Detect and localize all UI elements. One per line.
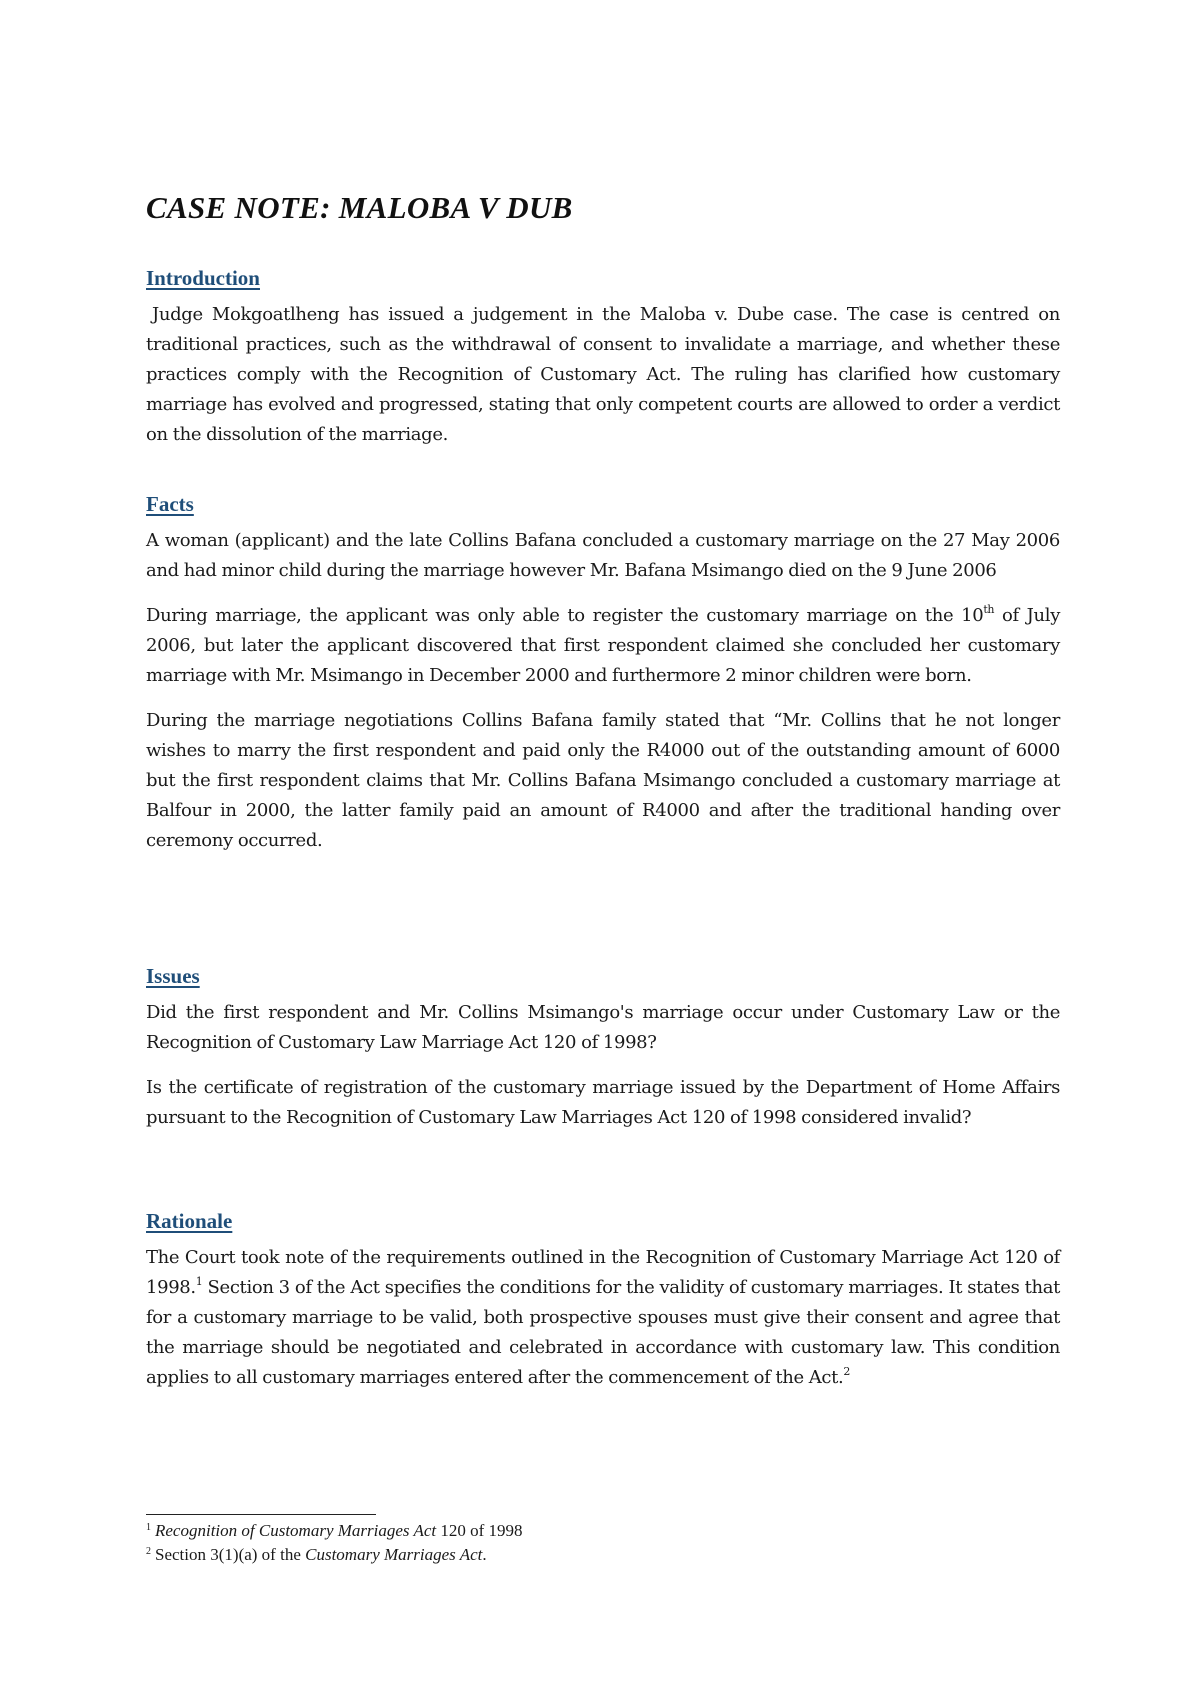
footnote-1-text: 120 of 1998 [436, 1521, 523, 1540]
issues-paragraph-1: Did the first respondent and Mr. Collins Msimango's marriage occur under Customary Law or the Recognition of Customary Law Marriage Act 120 of 1998? [146, 1002, 1060, 1053]
section-rationale [146, 1208, 1060, 1408]
issues-heading: Issues [146, 964, 200, 988]
footnote-2-trail: . [482, 1545, 487, 1564]
section-facts [146, 491, 1060, 871]
footnote-1 [146, 1519, 1060, 1543]
rationale-heading: Rationale [146, 1209, 233, 1233]
footnote-2-italic: Customary Marriages Act [305, 1545, 483, 1564]
footnote-2 [146, 1543, 1060, 1567]
rationale-text-a: The Court took note of the requirements outlined in the Recognition of Customary Marriage Act 120 of 1998. [146, 1247, 1060, 1298]
rationale-paragraph [146, 1243, 1060, 1393]
facts-paragraph-1: A woman (applicant) and the late Collins Bafana concluded a customary marriage on the 27 May 2006 and had minor child during the marriage however Mr. Bafana Msimango died on the 9 June 2006 [146, 530, 1060, 581]
section-issues [146, 963, 1060, 1148]
footnote-2-lead: Section 3(1)(a) of the [155, 1545, 306, 1564]
ordinal-superscript: th [983, 603, 995, 616]
introduction-heading: Introduction [146, 266, 260, 290]
issues-paragraph-2: Is the certificate of registration of the customary marriage issued by the Department of Home Affairs pursuant to the Recognition of Customary Law Marriages Act 120 of 1998 considered invalid? [146, 1077, 1060, 1128]
footnote-1-italic: Recognition of Customary Marriages Act [155, 1521, 437, 1540]
section-introduction [146, 265, 1060, 465]
introduction-paragraph: Judge Mokgoatlheng has issued a judgement in the Maloba v. Dube case. The case is centred on traditional practices, such as the withdrawal of consent to invalidate a marriage, and whether these practices comply with the Recognition of Customary Act. The ruling has clarified how customary marriage has evolved and progressed, stating that only competent courts are allowed to order a verdict on the dissolution of the marriage. [146, 304, 1060, 445]
footnotes [146, 1519, 1060, 1567]
footnote-2-number: 2 [146, 1546, 151, 1557]
facts-paragraph-3: During the marriage negotiations Collins Bafana family stated that “Mr. Collins that he not longer wishes to marry the first respondent and paid only the R4000 out of the outstanding amount of 6000 but the first respondent claims that Mr. Collins Bafana Msimango concluded a customary marriage at Balfour in 2000, the latter family paid an amount of R4000 and after the traditional handing over ceremony occurred. [146, 710, 1060, 851]
page-title: CASE NOTE: MALOBA V DUB [146, 190, 573, 225]
facts-heading: Facts [146, 492, 194, 516]
footnote-ref-2: 2 [843, 1365, 851, 1378]
facts-paragraph-2-text-a: During marriage, the applicant was only able to register the customary marriage on the 10 [146, 605, 984, 626]
footnote-1-number: 1 [146, 1522, 151, 1533]
facts-paragraph-2-text-b: of July 2006, but later the applicant discovered that first respondent claimed she concluded her customary marriage with Mr. Msimango in December 2000 and furthermore 2 minor children were born. [146, 605, 1061, 686]
rationale-text-b: Section 3 of the Act specifies the conditions for the validity of customary marriages. It states that for a customary marriage to be valid, both prospective spouses must give their consent and agree that the marriage should be negotiated and celebrated in accordance with customary law. This condition applies to all customary marriages entered after the commencement of the Act. [146, 1277, 1060, 1388]
facts-paragraph-2 [146, 601, 1060, 691]
footnote-ref-1: 1 [195, 1275, 203, 1288]
footnote-separator [146, 1514, 376, 1515]
